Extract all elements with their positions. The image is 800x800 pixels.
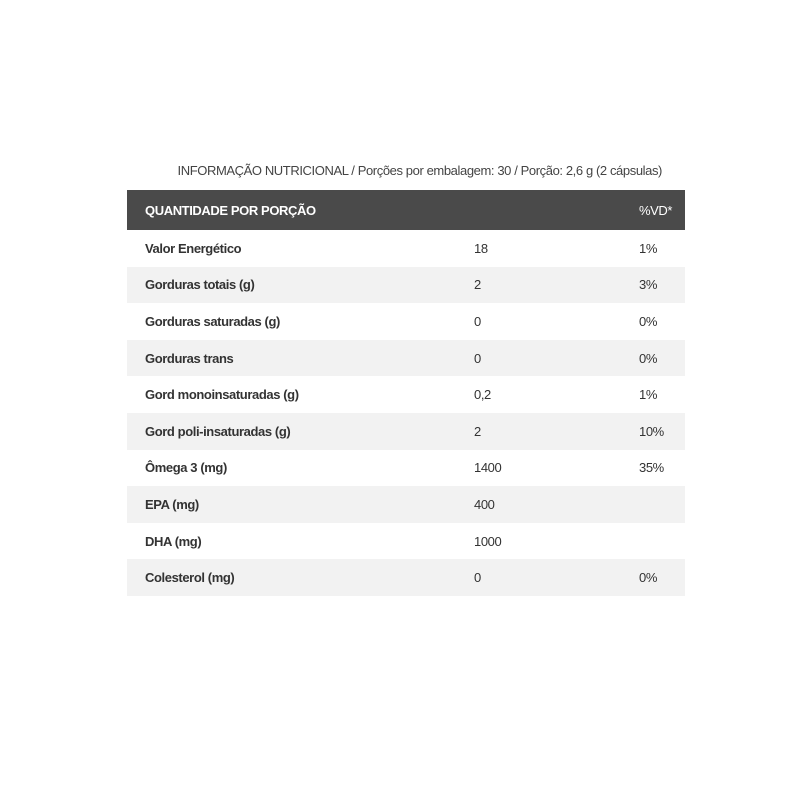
table-row <box>127 376 685 413</box>
nutrient-daily-value: 1% <box>639 240 657 256</box>
table-row <box>127 303 685 340</box>
nutrient-amount: 0 <box>474 313 481 329</box>
nutrient-amount: 0 <box>474 570 481 586</box>
nutrition-table <box>127 190 685 596</box>
header-quantity-per-serving: QUANTIDADE POR PORÇÃO <box>145 202 316 218</box>
nutrient-daily-value: 0% <box>639 350 657 366</box>
table-header-row <box>127 190 685 230</box>
nutrient-amount: 0,2 <box>474 387 491 403</box>
nutrient-name: Gorduras trans <box>145 350 234 366</box>
nutrient-amount: 400 <box>474 496 495 512</box>
nutrient-name: Gord poli-insaturadas (g) <box>145 423 291 439</box>
nutrient-name: EPA (mg) <box>145 496 199 512</box>
nutrient-amount: 2 <box>474 423 481 439</box>
nutrient-name: Valor Energético <box>145 240 242 256</box>
header-daily-value: %VD* <box>639 202 673 218</box>
nutrition-info-caption: INFORMAÇÃO NUTRICIONAL / Porções por embalagem: 30 / Porção: 2,6 g (2 cápsulas) <box>177 163 662 178</box>
table-row <box>127 486 685 523</box>
nutrient-name: Gorduras totais (g) <box>145 277 255 293</box>
table-row <box>127 413 685 450</box>
nutrient-amount: 0 <box>474 350 481 366</box>
nutrient-daily-value: 10% <box>639 423 664 439</box>
nutrient-daily-value: 0% <box>639 313 657 329</box>
nutrient-name: Gorduras saturadas (g) <box>145 313 280 329</box>
table-row <box>127 267 685 304</box>
nutrient-daily-value: 3% <box>639 277 657 293</box>
nutrient-amount: 1000 <box>474 533 502 549</box>
nutrient-daily-value: 35% <box>639 460 664 476</box>
nutrient-daily-value: 0% <box>639 570 657 586</box>
nutrient-name: DHA (mg) <box>145 533 202 549</box>
table-row <box>127 450 685 487</box>
nutrient-amount: 18 <box>474 240 488 256</box>
nutrient-amount: 2 <box>474 277 481 293</box>
nutrient-name: Gord monoinsaturadas (g) <box>145 387 299 403</box>
table-row <box>127 230 685 267</box>
table-row <box>127 559 685 596</box>
table-row <box>127 340 685 377</box>
nutrient-name: Ômega 3 (mg) <box>145 460 227 476</box>
nutrient-amount: 1400 <box>474 460 502 476</box>
nutrient-name: Colesterol (mg) <box>145 570 235 586</box>
table-row <box>127 523 685 560</box>
nutrient-daily-value: 1% <box>639 387 657 403</box>
